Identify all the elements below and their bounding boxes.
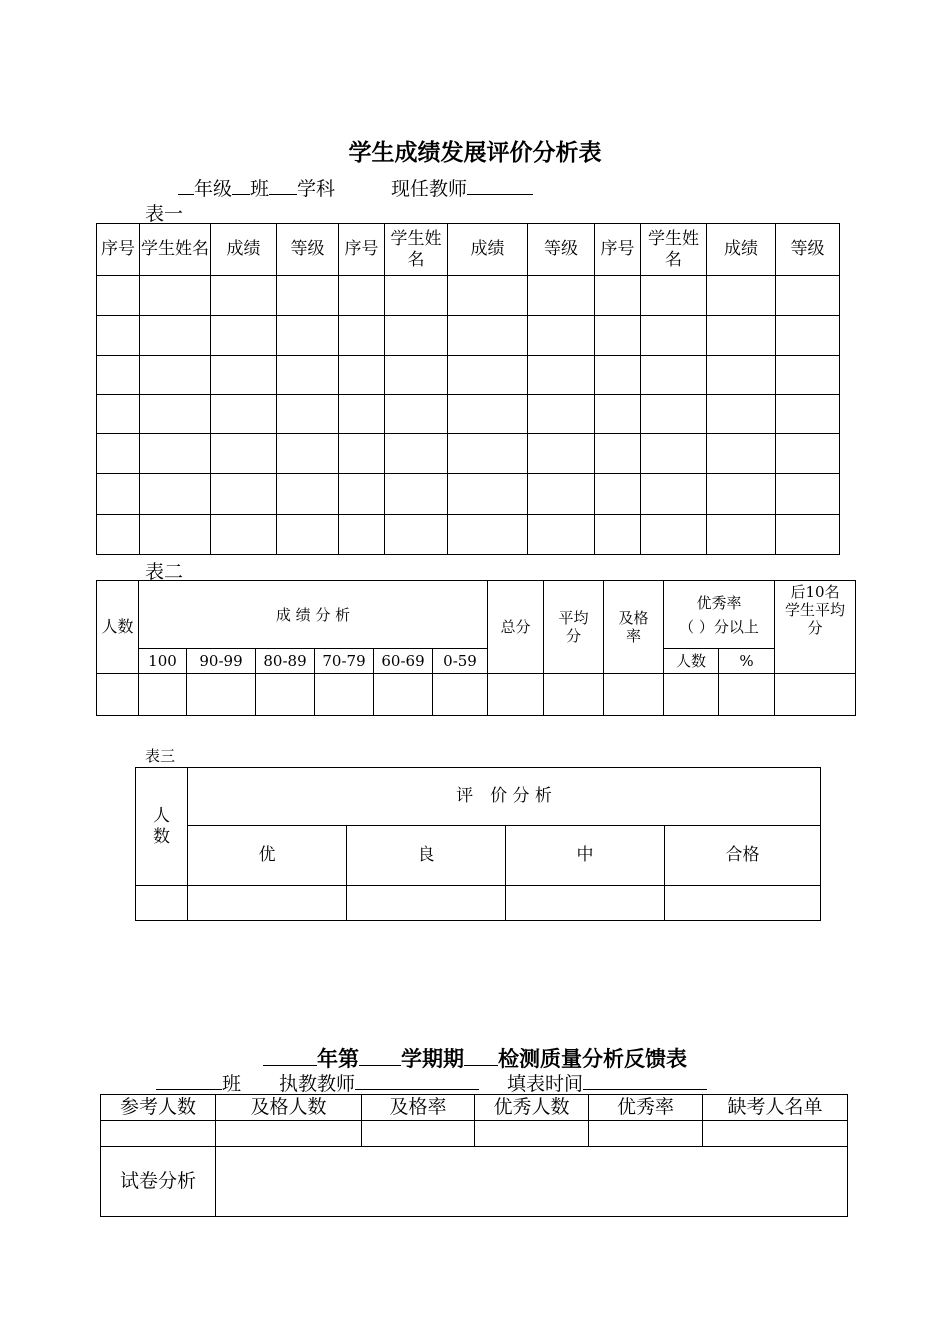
data-cell[interactable] (339, 356, 385, 395)
table1-data-row (97, 395, 840, 434)
data-cell[interactable] (140, 356, 211, 395)
data-cell[interactable] (528, 474, 595, 515)
header-cell: 等级 (277, 224, 339, 276)
average-header: 平均分 (544, 581, 604, 674)
table2-data-row (97, 674, 856, 716)
data-cell[interactable] (641, 316, 707, 356)
data-cell[interactable] (97, 316, 140, 356)
data-cell[interactable] (211, 515, 277, 555)
data-cell[interactable] (385, 316, 448, 356)
header-cell: 优秀率 (589, 1095, 703, 1121)
grade-label: 年级 (194, 178, 233, 200)
data-cell[interactable] (488, 674, 544, 716)
teacher-label: 执教教师 (279, 1073, 356, 1095)
level-cell: 优 (188, 826, 347, 886)
level-cell: 中 (506, 826, 665, 886)
data-cell[interactable] (664, 674, 719, 716)
data-cell[interactable] (448, 316, 528, 356)
class-blank[interactable] (232, 176, 250, 195)
data-cell[interactable] (339, 316, 385, 356)
table1-data-row (97, 434, 840, 474)
data-cell[interactable] (277, 356, 339, 395)
range-cell: 60-69 (374, 649, 433, 674)
data-cell[interactable] (776, 515, 840, 555)
table1 (96, 223, 840, 555)
table2-caption: 表二 (145, 561, 184, 583)
people-header: 人数 (136, 768, 188, 886)
data-cell[interactable] (97, 276, 140, 316)
data-cell[interactable] (641, 356, 707, 395)
total-header: 总分 (488, 581, 544, 674)
evaluation-header: 评 价 分 析 (188, 768, 821, 826)
data-cell[interactable] (347, 886, 506, 921)
data-cell[interactable] (707, 474, 776, 515)
data-cell[interactable] (139, 674, 187, 716)
data-cell[interactable] (339, 474, 385, 515)
data-cell[interactable] (595, 395, 641, 434)
data-cell[interactable] (277, 276, 339, 316)
data-cell[interactable] (448, 515, 528, 555)
header-cell: 等级 (776, 224, 840, 276)
bottom10-header: 后10名学生平均分 (775, 581, 856, 674)
data-cell[interactable] (211, 434, 277, 474)
percent-header: % (719, 649, 775, 674)
header-cell: 及格率 (362, 1095, 475, 1121)
data-cell[interactable] (216, 1121, 362, 1147)
data-cell[interactable] (595, 356, 641, 395)
feedback-title-year: 年第 (317, 1047, 359, 1071)
header-cell: 缺考人名单 (703, 1095, 848, 1121)
subject-blank[interactable] (269, 176, 297, 195)
data-cell[interactable] (101, 1121, 216, 1147)
data-cell[interactable] (140, 515, 211, 555)
paper-analysis-field[interactable] (216, 1147, 848, 1217)
header-cell: 及格人数 (216, 1095, 362, 1121)
data-cell[interactable] (528, 434, 595, 474)
header-cell: 学生姓名 (385, 224, 448, 276)
data-cell[interactable] (528, 316, 595, 356)
exam-blank[interactable] (464, 1047, 498, 1066)
range-cell: 0-59 (433, 649, 488, 674)
class-label: 班 (222, 1073, 242, 1095)
data-cell[interactable] (719, 674, 775, 716)
paper-analysis-label: 试卷分析 (101, 1147, 216, 1217)
data-cell[interactable] (448, 434, 528, 474)
data-cell[interactable] (385, 515, 448, 555)
data-cell[interactable] (211, 356, 277, 395)
excellent-rate-sub: （ ）分以上 (679, 617, 759, 636)
data-cell[interactable] (140, 316, 211, 356)
data-cell[interactable] (277, 316, 339, 356)
data-cell[interactable] (211, 474, 277, 515)
data-cell[interactable] (339, 276, 385, 316)
data-cell[interactable] (187, 674, 256, 716)
table1-header-row (97, 224, 840, 276)
excellent-rate-label: 优秀率 (696, 593, 742, 612)
data-cell[interactable] (339, 395, 385, 434)
data-cell[interactable] (703, 1121, 848, 1147)
table2 (96, 580, 856, 716)
data-cell[interactable] (528, 395, 595, 434)
semester-blank[interactable] (359, 1047, 401, 1066)
header-cell: 序号 (97, 224, 140, 276)
header-line (178, 174, 533, 201)
data-cell[interactable] (211, 316, 277, 356)
data-cell[interactable] (776, 356, 840, 395)
data-cell[interactable] (707, 395, 776, 434)
table1-data-row (97, 316, 840, 356)
header-cell: 序号 (595, 224, 641, 276)
data-cell[interactable] (433, 674, 488, 716)
data-cell[interactable] (140, 474, 211, 515)
data-cell[interactable] (641, 434, 707, 474)
data-cell[interactable] (604, 674, 664, 716)
data-cell[interactable] (595, 316, 641, 356)
feedback-header-row (101, 1095, 848, 1121)
table3-data-row (136, 886, 821, 921)
data-cell[interactable] (97, 474, 140, 515)
data-cell[interactable] (385, 395, 448, 434)
data-cell[interactable] (776, 395, 840, 434)
data-cell[interactable] (339, 434, 385, 474)
teacher-label: 现任教师 (391, 178, 468, 200)
data-cell[interactable] (448, 276, 528, 316)
data-cell[interactable] (707, 276, 776, 316)
grade-blank[interactable] (178, 176, 194, 195)
data-cell[interactable] (277, 395, 339, 434)
teacher-blank[interactable] (467, 176, 533, 195)
data-cell[interactable] (528, 356, 595, 395)
header-cell: 成绩 (707, 224, 776, 276)
data-cell[interactable] (776, 474, 840, 515)
table1-data-row (97, 356, 840, 395)
data-cell[interactable] (140, 395, 211, 434)
header-cell: 参考人数 (101, 1095, 216, 1121)
feedback-table (100, 1094, 848, 1217)
data-cell[interactable] (776, 316, 840, 356)
data-cell[interactable] (385, 474, 448, 515)
data-cell[interactable] (140, 276, 211, 316)
data-cell[interactable] (506, 886, 665, 921)
data-cell[interactable] (211, 395, 277, 434)
data-cell[interactable] (595, 434, 641, 474)
data-cell[interactable] (528, 276, 595, 316)
data-cell[interactable] (475, 1121, 589, 1147)
feedback-info-line (156, 1069, 707, 1096)
fill-time-label: 填表时间 (507, 1073, 584, 1095)
table3-caption: 表三 (145, 747, 176, 765)
table1-data-row (97, 276, 840, 316)
subject-label: 学科 (297, 178, 336, 200)
data-cell[interactable] (211, 276, 277, 316)
feedback-title-semester: 学期期 (401, 1047, 464, 1071)
data-cell[interactable] (277, 434, 339, 474)
data-cell[interactable] (776, 434, 840, 474)
pass-rate-header: 及格率 (604, 581, 664, 674)
data-cell[interactable] (595, 276, 641, 316)
data-cell[interactable] (641, 474, 707, 515)
level-cell: 合格 (665, 826, 821, 886)
header-cell: 序号 (339, 224, 385, 276)
score-analysis-header: 成 绩 分 析 (139, 581, 488, 649)
data-cell[interactable] (641, 276, 707, 316)
data-cell[interactable] (97, 395, 140, 434)
data-cell[interactable] (362, 1121, 475, 1147)
data-cell[interactable] (188, 886, 347, 921)
data-cell[interactable] (448, 395, 528, 434)
data-cell[interactable] (277, 515, 339, 555)
data-cell[interactable] (595, 515, 641, 555)
data-cell[interactable] (97, 434, 140, 474)
table1-caption: 表一 (145, 203, 184, 225)
data-cell[interactable] (385, 434, 448, 474)
data-cell[interactable] (707, 515, 776, 555)
data-cell[interactable] (385, 276, 448, 316)
data-cell[interactable] (374, 674, 433, 716)
data-cell[interactable] (339, 515, 385, 555)
header-cell: 成绩 (211, 224, 277, 276)
level-cell: 良 (347, 826, 506, 886)
data-cell[interactable] (140, 434, 211, 474)
range-cell: 100 (139, 649, 187, 674)
excellent-rate-header (664, 581, 775, 649)
table1-data-row (97, 474, 840, 515)
data-cell[interactable] (448, 356, 528, 395)
data-cell[interactable] (277, 474, 339, 515)
class-blank[interactable] (156, 1071, 222, 1090)
header-cell: 学生姓名 (140, 224, 211, 276)
year-blank[interactable] (263, 1047, 317, 1066)
header-cell: 成绩 (448, 224, 528, 276)
data-cell[interactable] (641, 515, 707, 555)
data-cell[interactable] (528, 515, 595, 555)
people-header: 人数 (97, 581, 139, 674)
data-cell[interactable] (544, 674, 604, 716)
count-header: 人数 (664, 649, 719, 674)
class-label: 班 (250, 178, 270, 200)
data-cell[interactable] (776, 276, 840, 316)
fill-time-blank[interactable] (583, 1071, 707, 1090)
data-cell[interactable] (315, 674, 374, 716)
data-cell[interactable] (256, 674, 315, 716)
feedback-title-rest: 检测质量分析反馈表 (498, 1047, 687, 1071)
data-cell[interactable] (136, 886, 188, 921)
data-cell[interactable] (385, 356, 448, 395)
feedback-data-row (101, 1121, 848, 1147)
table1-data-row (97, 515, 840, 555)
header-cell: 学生姓名 (641, 224, 707, 276)
header-cell: 等级 (528, 224, 595, 276)
page-title: 学生成绩发展评价分析表 (348, 140, 602, 166)
data-cell[interactable] (641, 395, 707, 434)
data-cell[interactable] (665, 886, 821, 921)
data-cell[interactable] (707, 356, 776, 395)
data-cell[interactable] (775, 674, 856, 716)
data-cell[interactable] (707, 316, 776, 356)
data-cell[interactable] (97, 515, 140, 555)
table3 (135, 767, 821, 921)
header-cell: 优秀人数 (475, 1095, 589, 1121)
range-cell: 70-79 (315, 649, 374, 674)
range-cell: 90-99 (187, 649, 256, 674)
data-cell[interactable] (97, 356, 140, 395)
data-cell[interactable] (97, 674, 139, 716)
data-cell[interactable] (707, 434, 776, 474)
range-cell: 80-89 (256, 649, 315, 674)
teacher-blank[interactable] (355, 1071, 479, 1090)
data-cell[interactable] (448, 474, 528, 515)
data-cell[interactable] (595, 474, 641, 515)
data-cell[interactable] (589, 1121, 703, 1147)
